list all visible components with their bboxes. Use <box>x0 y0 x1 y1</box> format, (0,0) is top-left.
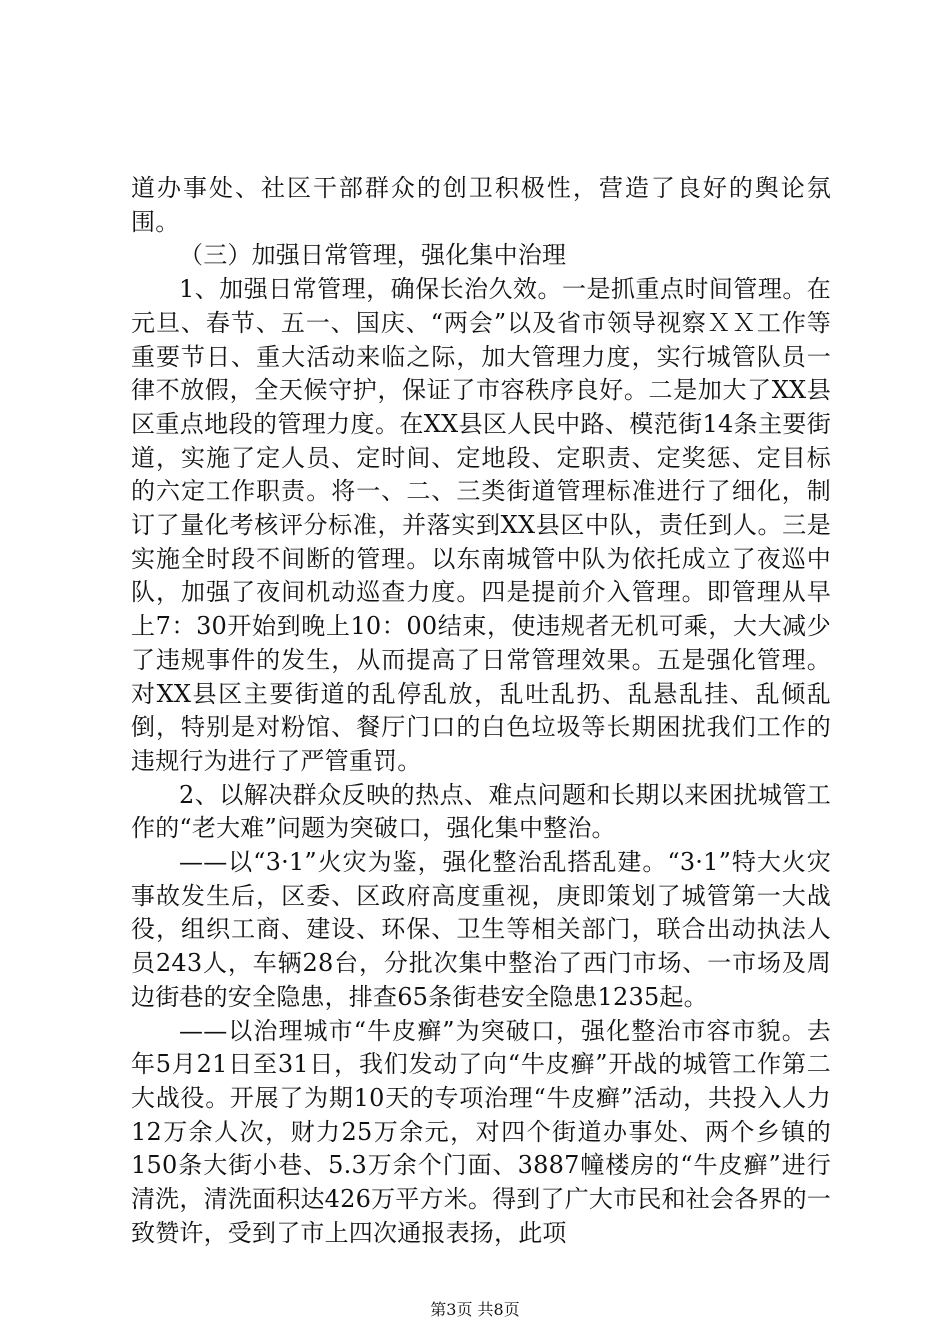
section-heading: （三）加强日常管理，强化集中治理 <box>179 241 567 270</box>
page-footer: 第3页 共8页 <box>430 1300 520 1319</box>
paragraph-1: 道办事处、社区干部群众的创卫积极性，营造了良好的舆论氛围。 <box>131 174 831 236</box>
body-text <box>131 172 831 1251</box>
paragraph-psoriasis-campaign: ——以治理城市“牛皮癣”为突破口，强化整治市容市貌。去年5月21日至31日，我们发动了向“牛皮癣”开战的城管工作第二大战役。开展了为期10天的专项治理“牛皮癣”活动，共投入人力12万余人次，财力25万余元，对四个街道办事处、两个乡镇的150条大街小巷、5.3万余个门面、3887幢楼房的“牛皮癣”进行清洗，清洗面积达426万平方米。得到了广大市民和社会各界的一致赞许，受到了市上四次通报表扬，此项 <box>131 1016 831 1247</box>
paragraph-focused-rectification: 2、以解决群众反映的热点、难点问题和长期以来困扰城管工作的“老大难”问题为突破口，强化集中整治。 <box>131 780 831 843</box>
paragraph-fire-campaign: ——以“3·1”火灾为鉴，强化整治乱搭乱建。“3·1”特大火灾事故发生后，区委、区政府高度重视，庚即策划了城管第一大战役，组织工商、建设、环保、卫生等相关部门，联合出动执法人员243人，车辆28台，分批次集中整治了西门市场、一市场及周边街巷的安全隐患，排查65条街巷安全隐患1235起。 <box>131 848 831 1011</box>
paragraph-daily-management: 1、加强日常管理，确保长治久效。一是抓重点时间管理。在元旦、春节、五一、国庆、“两会”以及省市领导视察ＸＸ工作等重要节日、重大活动来临之际，加大管理力度，实行城管队员一律不放假，全天候守护，保证了市容秩序良好。二是加大了XX县区重点地段的管理力度。在XX县区人民中路、模范街14条主要街道，实施了定人员、定时间、定地段、定职责、定奖惩、定目标的六定工作职责。将一、二、三类街道管理标准进行了细化，制订了量化考核评分标准，并落实到XX县区中队，责任到人。三是实施全时段不间断的管理。以东南城管中队为依托成立了夜巡中队，加强了夜间机动巡查力度。四是提前介入管理。即管理从早上7：30开始到晚上10：00结束，使违规者无机可乘，大大减少了违规事件的发生，从而提高了日常管理效果。五是强化管理。对XX县区主要街道的乱停乱放，乱吐乱扔、乱悬乱挂、乱倾乱倒，特别是对粉馆、餐厅门口的白色垃圾等长期困扰我们工作的违规行为进行了严管重罚。 <box>131 275 831 775</box>
